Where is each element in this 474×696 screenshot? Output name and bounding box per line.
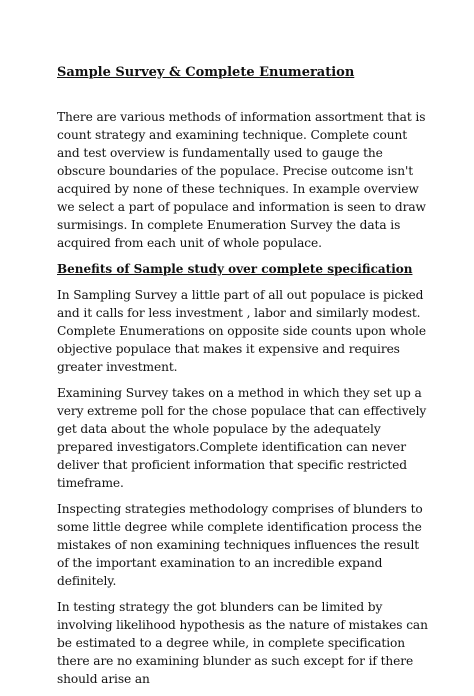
intro-paragraph: There are various methods of information assortment that is count strategy and examining technique. Complete count and test overview is fundamentally used to gauge the obscure boundaries of the populace. Precise outcome isn't acquired by none of these techniques. In example overview we select a part of populace and information is seen to draw surmisings. In complete Enumeration Survey the data is acquired from each unit of whole populace. <box>57 110 426 250</box>
body-paragraph: In testing strategy the got blunders can be limited by involving likelihood hypothesis as the nature of mistakes can be estimated to a degree while, in complete specification there are no examining blunder as such except for if there should arise an <box>57 600 428 686</box>
document-title: Sample Survey & Complete Enumeration <box>57 65 355 80</box>
body-paragraph: Examining Survey takes on a method in which they set up a very extreme poll for the chose populace that can effectively get data about the whole populace by the adequately prepared investigators.Complete identification can never deliver that proficient information that specific restricted timeframe. <box>57 386 427 490</box>
body-paragraph: In Sampling Survey a little part of all out populace is picked and it calls for less investment , labor and similarly modest. Complete Enumerations on opposite side counts upon whole objective populace that makes it expensive and requires greater investment. <box>57 288 426 374</box>
section-heading: Benefits of Sample study over complete specification <box>57 262 413 276</box>
document-body <box>57 64 433 696</box>
body-paragraph: Inspecting strategies methodology comprises of blunders to some little degree while complete identification process the mistakes of non examining techniques influences the result of the important examination to an incredible expand definitely. <box>57 502 423 588</box>
